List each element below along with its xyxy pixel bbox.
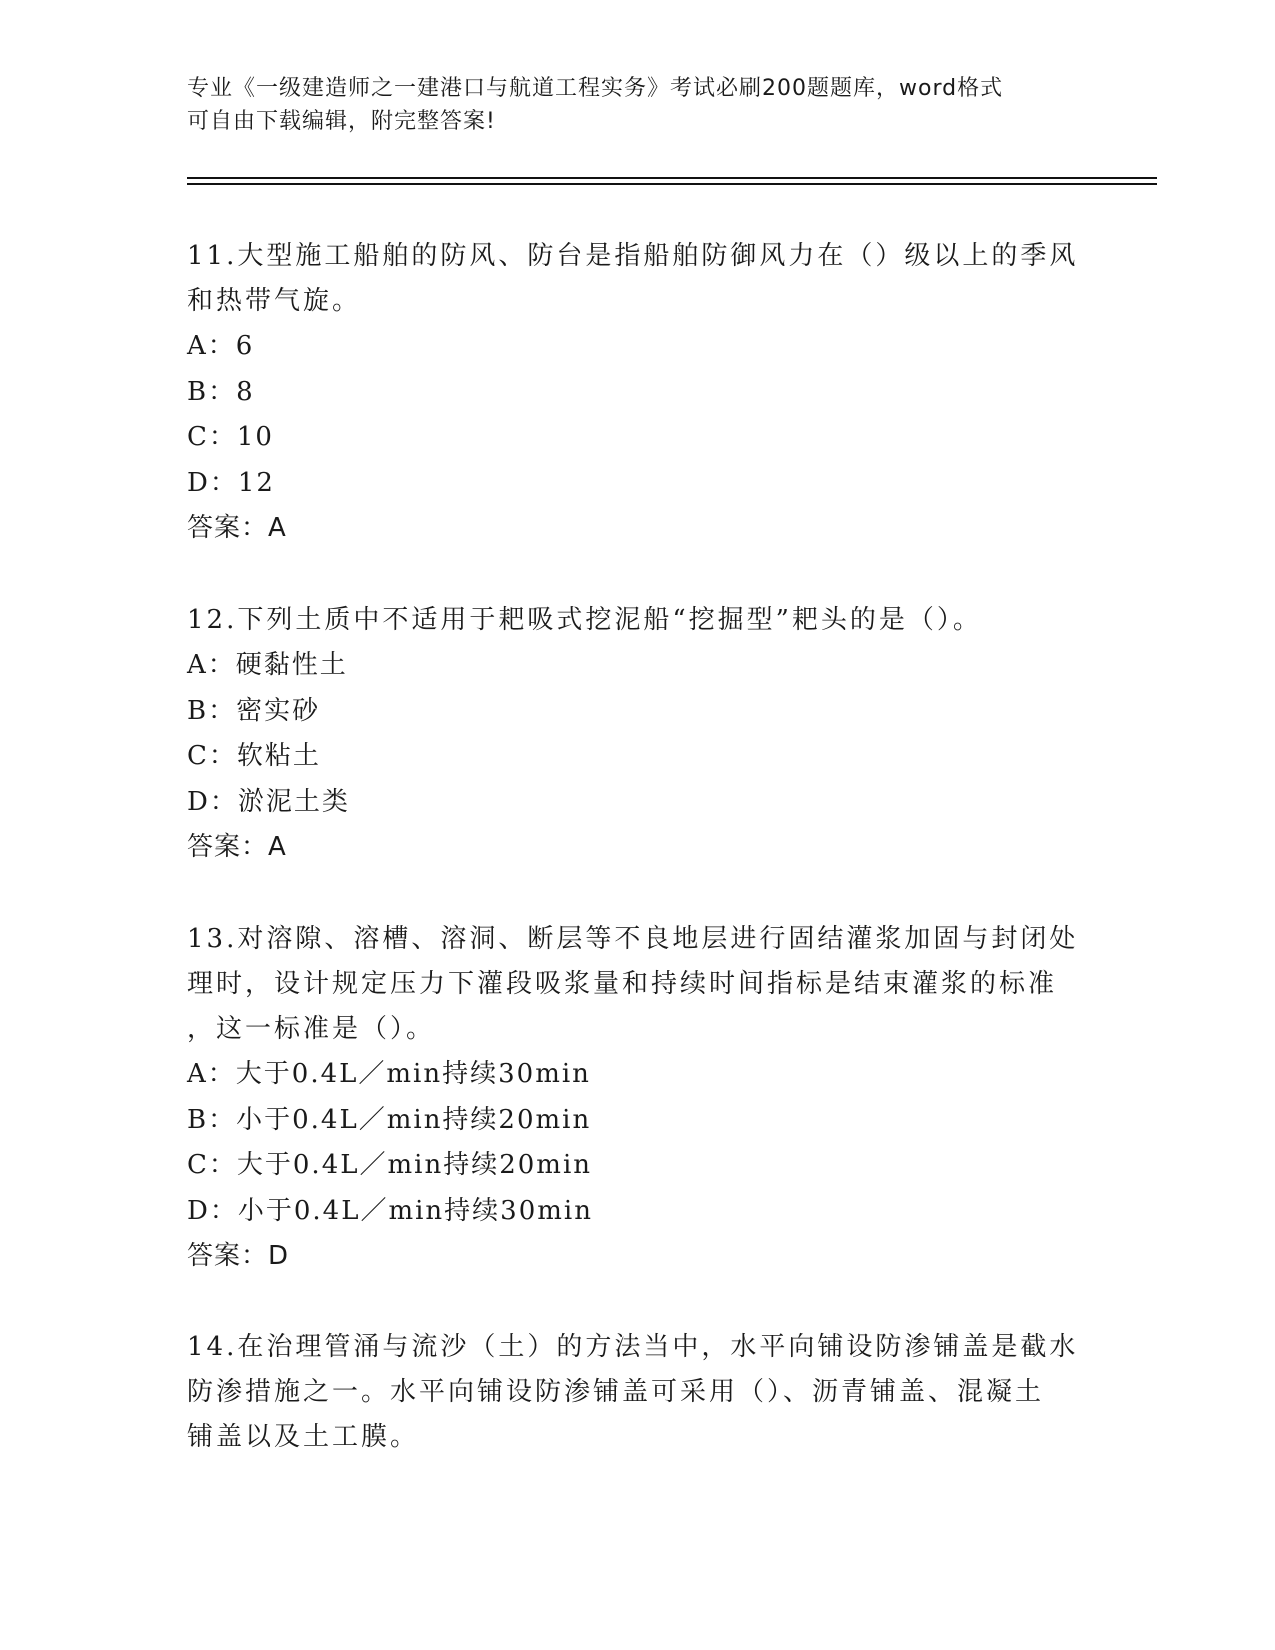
question-stem-line: 13.对溶隙、溶槽、溶洞、断层等不良地层进行固结灌浆加固与封闭处 [187, 924, 1079, 954]
header-line-1: 专业《一级建造师之一建港口与航道工程实务》考试必刷200题题库，word格式 [187, 76, 1004, 101]
option-b: B：8 [187, 376, 255, 407]
header-divider-bottom [187, 183, 1157, 185]
question-stem [187, 234, 1087, 324]
option-b: B：小于0.4L／min持续20min [187, 1104, 592, 1135]
option-a: A：大于0.4L／min持续30min [187, 1059, 591, 1089]
question-stem-line: 12.下列土质中不适用于耙吸式挖泥船“挖掘型”耙头的是（）。 [187, 605, 982, 635]
option-a: A：6 [187, 331, 255, 361]
question-stem [187, 1325, 1087, 1460]
option-c: C：10 [187, 422, 274, 452]
option-b: B：密实砂 [187, 695, 321, 726]
question-14 [187, 1325, 1087, 1460]
question-13 [187, 917, 1087, 1279]
answer-line: 答案：A [187, 832, 287, 862]
option-a: A：硬黏性土 [187, 650, 348, 680]
question-stem-line: 11.大型施工船舶的防风、防台是指船舶防御风力在（）级以上的季风 [187, 241, 1079, 271]
option-c: C：软粘土 [187, 741, 321, 771]
option-d: D：12 [187, 467, 275, 498]
header-divider-top [187, 177, 1157, 179]
question-stem-line: 14.在治理管涌与流沙（土）的方法当中，水平向铺设防渗铺盖是截水 [187, 1332, 1079, 1362]
question-stem [187, 598, 1087, 643]
option-c: C：大于0.4L／min持续20min [187, 1150, 593, 1180]
question-stem [187, 917, 1087, 1052]
question-stem-line: 和热带气旋。 [187, 286, 362, 316]
option-d: D：淤泥土类 [187, 786, 350, 817]
answer-line: 答案：D [187, 1241, 290, 1271]
header-line-2: 可自由下载编辑，附完整答案! [187, 109, 496, 134]
question-11 [187, 234, 1087, 551]
question-12 [187, 598, 1087, 870]
document-header [187, 72, 1087, 138]
question-stem-line: 防渗措施之一。水平向铺设防渗铺盖可采用（）、沥青铺盖、混凝土 [187, 1377, 1045, 1407]
option-d: D：小于0.4L／min持续30min [187, 1195, 593, 1226]
question-stem-line: 铺盖以及土工膜。 [187, 1422, 420, 1452]
question-stem-line: 理时，设计规定压力下灌段吸浆量和持续时间指标是结束灌浆的标准 [187, 969, 1058, 999]
answer-line: 答案：A [187, 513, 287, 543]
question-stem-line: ，这一标准是（）。 [187, 1014, 436, 1044]
